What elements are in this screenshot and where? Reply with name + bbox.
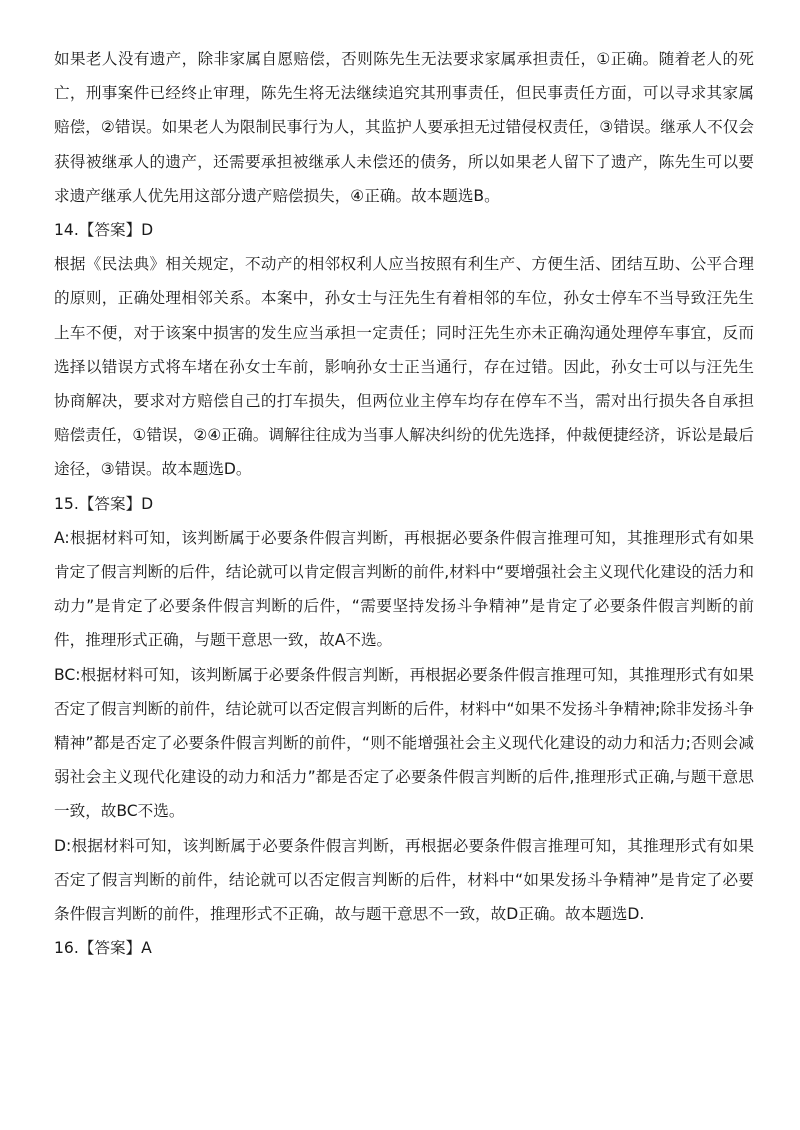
document-page bbox=[54, 42, 754, 965]
paragraph-q13-analysis: 如果老人没有遗产，除非家属自愿赔偿，否则陈先生无法要求家属承担责任，①正确。随着老人的死亡，刑事案件已经终止审理，陈先生将无法继续追究其刑事责任，但民事责任方面，可以寻求其家属赔偿，②错误。如果老人为限制民事行为人，其监护人要承担无过错侵权责任，③错误。继承人不仅会获得被继承人的遗产，还需要承担被继承人未偿还的债务，所以如果老人留下了遗产，陈先生可以要求遗产继承人优先用这部分遗产赔偿损失，④正确。故本题选B。 bbox=[54, 50, 754, 205]
paragraph-q14-analysis: 根据《民法典》相关规定，不动产的相邻权利人应当按照有利生产、方便生活、团结互助、公平合理的原则，正确处理相邻关系。本案中，孙女士与汪先生有着相邻的车位，孙女士停车不当导致汪先生上车不便，对于该案中损害的发生应当承担一定责任；同时汪先生亦未正确沟通处理停车事宜，反而选择以错误方式将车堵在孙女士车前，影响孙女士正当通行，存在过错。因此，孙女士可以与汪先生协商解决，要求对方赔偿自己的打车损失，但两位业主停车均存在停车不当，需对出行损失各自承担赔偿责任，①错误，②④正确。调解往往成为当事人解决纠纷的优先选择，仲裁便捷经济，诉讼是最后途径，③错误。故本题选D。 bbox=[54, 255, 754, 479]
paragraph-q15-option-d: D:根据材料可知，该判断属于必要条件假言判断，再根据必要条件假言推理可知，其推理形式有如果否定了假言判断的前件，结论就可以否定假言判断的后件，材料中“如果发扬斗争精神”是肯定了必要条件假言判断的前件，推理形式不正确，故与题干意思不一致，故D正确。故本题选D. bbox=[54, 836, 754, 924]
answer-heading-15: 15.【答案】D bbox=[54, 494, 154, 513]
answer-heading-14: 14.【答案】D bbox=[54, 221, 154, 240]
paragraph-q15-option-bc: BC:根据材料可知，该判断属于必要条件假言判断，再根据必要条件假言推理可知，其推理形式有如果否定了假言判断的前件，结论就可以否定假言判断的后件，材料中“如果不发扬斗争精神;除非发扬斗争精神”都是否定了必要条件假言判断的前件，“则不能增强社会主义现代化建设的动力和活力;否则会减弱社会主义现代化建设的动力和活力”都是否定了必要条件假言判断的后件,推理形式正确,与题干意思一致，故BC不选。 bbox=[54, 665, 754, 821]
paragraph-q15-option-a: A:根据材料可知，该判断属于必要条件假言判断，再根据必要条件假言推理可知，其推理形式有如果肯定了假言判断的后件，结论就可以肯定假言判断的前件,材料中“要增强社会主义现代化建设的活力和动力”是肯定了必要条件假言判断的后件，“需要坚持发扬斗争精神”是肯定了必要条件假言判断的前件，推理形式正确，与题干意思一致，故A不选。 bbox=[54, 528, 754, 650]
answer-heading-16: 16.【答案】A bbox=[54, 939, 152, 958]
